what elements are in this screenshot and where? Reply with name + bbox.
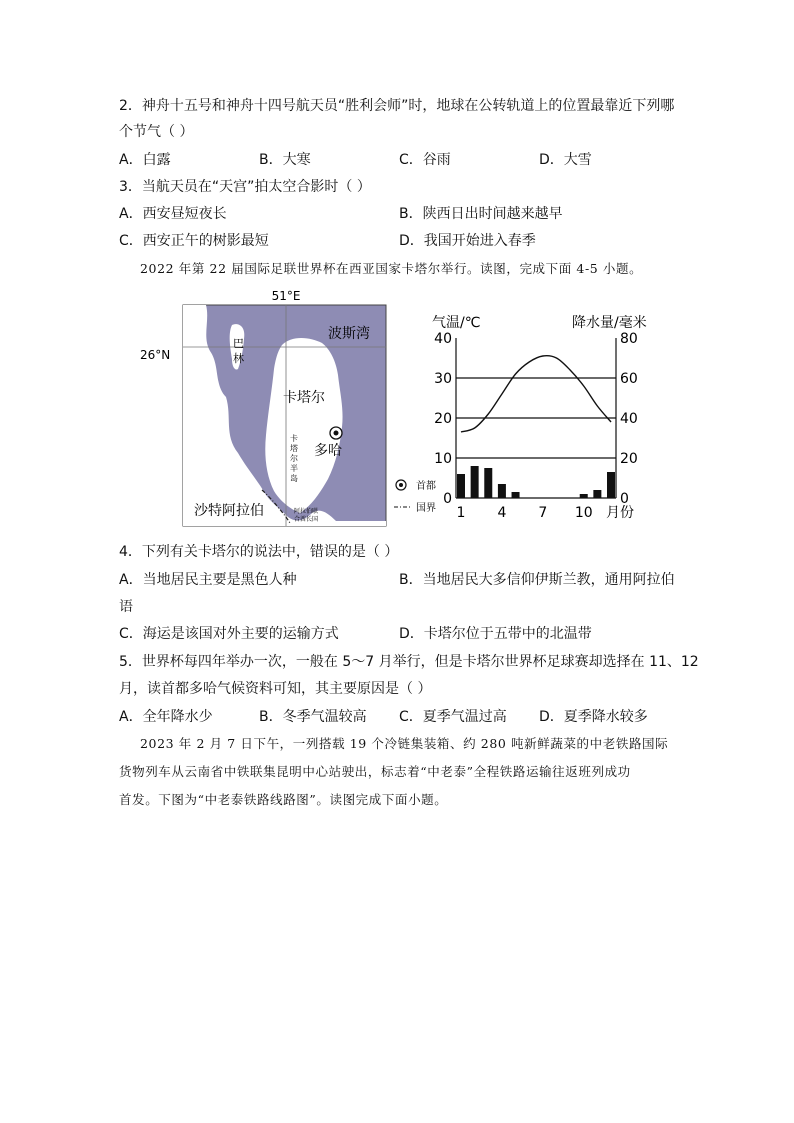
chart-left-tick: 20 <box>434 411 452 427</box>
doha-label: 多哈 <box>314 443 342 459</box>
doha-capital-dot <box>334 431 339 436</box>
chart-x-tick: 7 <box>538 505 548 521</box>
chart-precip-bar <box>607 472 615 498</box>
chart-right-tick: 0 <box>620 491 629 507</box>
chart-left-tick: 40 <box>434 331 452 347</box>
chart-right-tick: 20 <box>620 451 638 467</box>
q2-stem-line2: 个节气（ ） <box>119 124 194 140</box>
chart-left-tick: 10 <box>434 451 452 467</box>
gulf-label: 波斯湾 <box>328 326 370 342</box>
q3-option-a: A．西安昼短夜长 <box>119 206 227 222</box>
uae-label-2: 合酋长国 <box>294 516 319 523</box>
chart-right-tick: 40 <box>620 411 638 427</box>
q5-option-c: C．夏季气温过高 <box>399 709 507 725</box>
chart-precip-bar <box>484 468 492 498</box>
q4-option-c: C．海运是该国对外主要的运输方式 <box>119 626 339 642</box>
q3-stem: 3．当航天员在“天宫”拍太空合影时（ ） <box>119 179 371 195</box>
q4-option-b-line1: B．当地居民大多信仰伊斯兰教，通用阿拉伯 <box>399 572 675 588</box>
chart-precip-bars <box>457 466 615 498</box>
chart-precip-bar <box>498 484 506 498</box>
chart-precip-bar <box>457 474 465 498</box>
intro-railway-line3: 首发。下图为“中老泰铁路线路图”。读图完成下面小题。 <box>119 792 448 807</box>
chart-grid <box>456 338 616 498</box>
svg-text:岛: 岛 <box>290 474 298 483</box>
qatar-label: 卡塔尔 <box>283 390 325 406</box>
q5-option-a: A．全年降水少 <box>119 709 213 725</box>
chart-x-axis-title: 月份 <box>606 505 634 521</box>
q2-option-c: C．谷雨 <box>399 152 451 168</box>
q5-option-d: D．夏季降水较多 <box>539 709 648 725</box>
chart-precip-bar <box>580 494 588 498</box>
doha-climate-chart <box>418 307 662 525</box>
q5-stem-line1: 5．世界杯每四年举办一次，一般在 5～7 月举行，但是卡塔尔世界杯足球赛却选择在 11、12 <box>119 654 699 670</box>
svg-text:卡: 卡 <box>290 434 298 443</box>
q2-option-b: B．大寒 <box>259 152 311 168</box>
chart-x-tick: 10 <box>574 505 593 521</box>
chart-left-axis-title: 气温/℃ <box>432 315 481 331</box>
chart-x-tick: 4 <box>497 505 507 521</box>
svg-text:半: 半 <box>290 464 298 473</box>
q3-option-d: D．我国开始进入春季 <box>399 233 536 249</box>
legend-capital-label: 首都 <box>416 481 436 492</box>
q4-option-b-line2: 语 <box>119 599 133 615</box>
lat-label: 26°N <box>140 348 171 362</box>
chart-left-tick: 0 <box>443 491 452 507</box>
bahrain-label-2: 林 <box>233 352 244 365</box>
svg-text:尔: 尔 <box>290 454 298 463</box>
q3-option-c: C．西安正午的树影最短 <box>119 233 269 249</box>
chart-precip-bar <box>593 490 601 498</box>
intro-railway-line1: 2023 年 2 月 7 日下午，一列搭载 19 个冷链集装箱、约 280 吨新鲜蔬菜的中老铁路国际 <box>140 736 669 751</box>
q2-option-d: D．大雪 <box>539 152 592 168</box>
chart-left-tick: 30 <box>434 371 452 387</box>
chart-precip-bar <box>512 492 520 498</box>
saudi-label: 沙特阿拉伯 <box>194 503 264 519</box>
chart-x-tick: 1 <box>456 505 466 521</box>
q5-option-b: B．冬季气温较高 <box>259 709 367 725</box>
q4-option-a: A．当地居民主要是黑色人种 <box>119 572 297 588</box>
intro-railway-line2: 货物列车从云南省中铁联集昆明中心站驶出，标志着“中老泰”全程铁路运输往返班列成功 <box>119 764 631 779</box>
chart-right-tick: 80 <box>620 331 638 347</box>
chart-right-axis-title: 降水量/毫米 <box>572 315 647 331</box>
q2-stem-line1: 2．神舟十五号和神舟十四号航天员“胜利会师”时，地球在公转轨道上的位置最靠近下列哪 <box>119 98 675 114</box>
chart-precip-bar <box>471 466 479 498</box>
bahrain-label-1: 巴 <box>233 337 244 350</box>
q4-stem: 4．下列有关卡塔尔的说法中，错误的是（ ） <box>119 544 399 560</box>
uae-label-1: 阿拉伯联 <box>294 508 319 515</box>
svg-text:塔: 塔 <box>290 444 298 453</box>
q4-option-d: D．卡塔尔位于五带中的北温带 <box>399 626 592 642</box>
peninsula-label-vertical <box>290 433 298 483</box>
intro-world-cup: 2022 年第 22 届国际足联世界杯在西亚国家卡塔尔举行。读图，完成下面 4-5 小题。 <box>140 261 643 276</box>
lon-label: 51°E <box>271 289 301 303</box>
q5-stem-line2: 月，读首都多哈气候资料可知，其主要原因是（ ） <box>119 681 432 697</box>
chart-temperature-curve <box>461 356 611 432</box>
legend-border-label: 国界 <box>416 503 436 514</box>
chart-right-tick: 60 <box>620 371 638 387</box>
q2-option-a: A．白露 <box>119 152 171 168</box>
q3-option-b: B．陕西日出时间越来越早 <box>399 206 563 222</box>
qatar-map <box>140 285 410 530</box>
